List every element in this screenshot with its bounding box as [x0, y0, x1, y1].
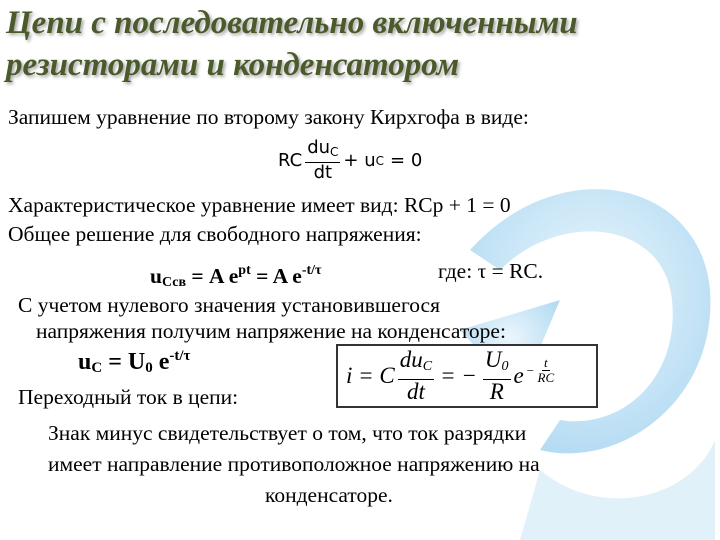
slide-title: Цепи с последовательно включенными резисторами и конденсатором: [6, 5, 578, 83]
equation-free-voltage: [150, 258, 322, 296]
eq2-u: u: [150, 264, 162, 288]
eq4-u0-sub: 0: [501, 359, 509, 374]
eq2-u-sub: Ссв: [161, 275, 187, 290]
eq1-rhs: = 0: [390, 150, 423, 171]
equation-current-box: [336, 344, 598, 408]
eq2-exp1: pt: [238, 263, 251, 278]
eq4-r: R: [489, 379, 504, 404]
text-where-tau: где: τ = RC.: [438, 259, 544, 283]
eq4-exp-den: RC: [537, 370, 555, 385]
eq1-den: dt: [313, 162, 333, 183]
eq2-exp2: -t/τ: [301, 263, 322, 278]
eq3-u0-sub: 0: [145, 360, 153, 376]
text-line-capacitor-voltage: напряжения получим напряжение на конденсаторе:: [36, 319, 506, 343]
eq4-exponent: [526, 356, 557, 385]
eq3-u: u: [78, 349, 92, 375]
eq3-mid: = U: [102, 349, 146, 375]
eq3-e: e: [152, 349, 170, 375]
text-line-characteristic: Характеристическое уравнение имеет вид: RCp + 1 = 0: [8, 193, 511, 217]
eq4-u0: U: [484, 347, 502, 372]
eq4-exponential: [514, 356, 558, 396]
text-line-capacitor: конденсаторе.: [265, 483, 393, 507]
eq1-num: du: [307, 137, 331, 158]
eq4-fraction-du: [398, 348, 434, 404]
eq4-exp-sign: −: [525, 362, 535, 378]
text-line-zero-steady: С учетом нулевого значения установившегося: [18, 293, 440, 317]
equation-capacitor-voltage: [78, 348, 190, 377]
eq1-plus-sub: C: [375, 153, 385, 168]
eq4-num-sub: C: [422, 359, 433, 374]
eq4-den: dt: [406, 379, 425, 404]
eq4-eq: = −: [440, 363, 477, 388]
text-line-general-solution: Общее решение для свободного напряжения:: [8, 222, 422, 246]
equation-kirchhoff: [278, 138, 422, 183]
eq1-num-sub: C: [330, 145, 339, 159]
eq4-lhs: i = C: [346, 363, 395, 388]
eq4-exp-num: t: [544, 355, 548, 370]
text-line-minus-sign: Знак минус свидетельствует о том, что ток разрядки: [48, 421, 527, 445]
eq3-u-sub: C: [91, 360, 103, 376]
eq1-plus: + u: [343, 150, 376, 171]
eq4-num: du: [399, 347, 423, 372]
eq4-fraction-u0: [483, 348, 511, 404]
text-line-direction: имеет направление противоположное напряжению на: [48, 452, 540, 476]
eq1-rc: RC: [278, 150, 303, 171]
text-line-transient-current: Переходный ток в цепи:: [18, 385, 239, 409]
eq4-e: e: [513, 363, 524, 388]
eq1-fraction: [305, 138, 340, 183]
text-line-kirchhoff: Запишем уравнение по второму закону Кирхгофа в виде:: [8, 105, 529, 129]
eq2-mid2: = A e: [250, 264, 302, 288]
eq2-mid1: = A e: [186, 264, 239, 288]
eq3-exp: -t/τ: [169, 348, 191, 364]
eq4-exp-fraction: [538, 356, 555, 385]
